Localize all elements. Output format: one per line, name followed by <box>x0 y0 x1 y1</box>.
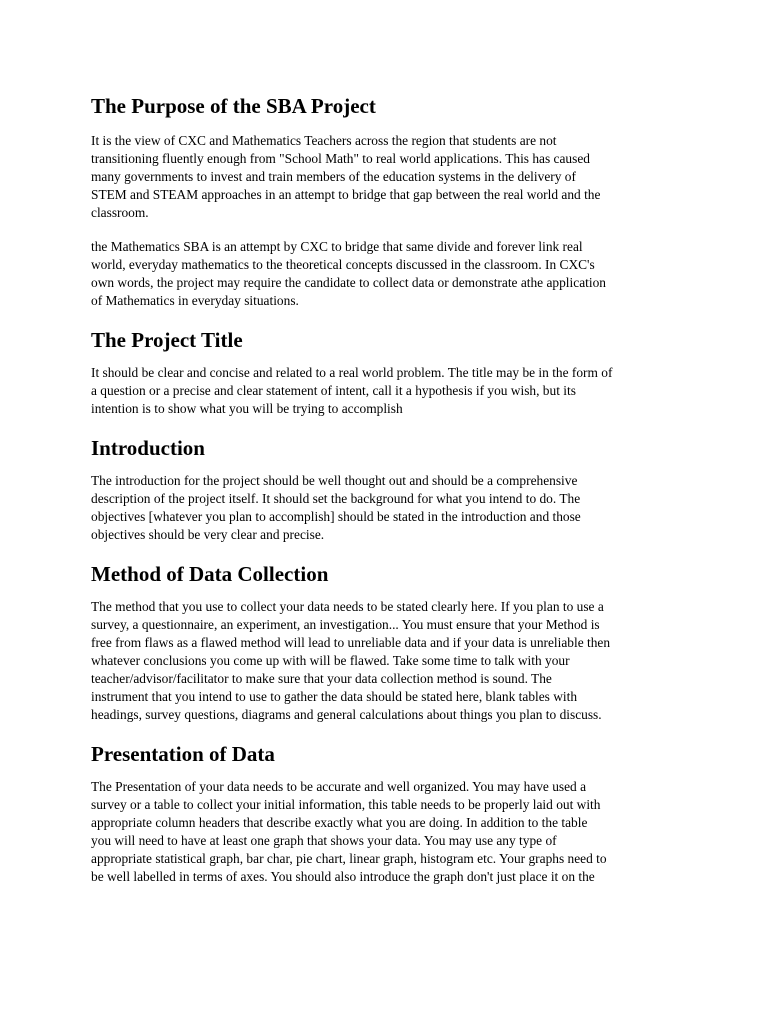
section-heading-presentation: Presentation of Data <box>91 742 275 766</box>
document-page <box>91 92 681 902</box>
section-purpose <box>91 92 681 310</box>
section-heading-project-title: The Project Title <box>91 328 243 352</box>
paragraph-purpose-1: It is the view of CXC and Mathematics Teachers across the region that students are not transitioning fluently enough from "School Math" to real world applications. This has caused many governments to invest and train members of the education systems in the delivery of STEM and STEAM approaches in an attempt to bridge that gap between the real world and the classroom. <box>91 133 601 220</box>
paragraph-presentation-1: The Presentation of your data needs to be accurate and well organized. You may have used a survey or a table to collect your initial information, this table needs to be properly laid out with appropriate column headers that describe exactly what you are doing. In addition to the table you will need to have at least one graph that shows your data. You may use any type of appropriate statistical graph, bar char, pie chart, linear graph, histogram etc. Your graphs need to be well labelled in terms of axes. You should also introduce the graph don't just place it on the <box>91 779 607 884</box>
section-heading-introduction: Introduction <box>91 436 205 460</box>
paragraph-method-1: The method that you use to collect your data needs to be stated clearly here. If you plan to use a survey, a questionnaire, an experiment, an investigation... You must ensure that your Method is free from flaws as a flawed method will lead to unreliable data and if your data is unreliable then whatever conclusions you come up with will be flawed. Take some time to talk with your teacher/advisor/facilitator to make sure that your data collection method is sound. The instrument that you intend to use to gather the data should be stated here, blank tables with headings, survey questions, diagrams and general calculations about things you plan to discuss. <box>91 599 611 722</box>
section-introduction <box>91 434 681 544</box>
section-heading-method: Method of Data Collection <box>91 562 329 586</box>
paragraph-introduction-1: The introduction for the project should be well thought out and should be a comprehensive description of the project itself. It should set the background for what you intend to do. The objectives [whatever you plan to accomplish] should be stated in the introduction and those objectives should be very clear and precise. <box>91 473 581 542</box>
paragraph-project-title-1: It should be clear and concise and related to a real world problem. The title may be in the form of a question or a precise and clear statement of intent, call it a hypothesis if you wish, but its intention is to show what you will be trying to accomplish <box>91 365 613 416</box>
section-method-of-data-collection <box>91 560 681 724</box>
section-project-title <box>91 326 681 418</box>
section-heading-purpose: The Purpose of the SBA Project <box>91 94 376 118</box>
paragraph-purpose-2: the Mathematics SBA is an attempt by CXC to bridge that same divide and forever link real world, everyday mathematics to the theoretical concepts discussed in the classroom. In CXC's own words, the project may require the candidate to collect data or demonstrate athe application of Mathematics in everyday situations. <box>91 239 606 308</box>
section-presentation-of-data <box>91 740 681 886</box>
